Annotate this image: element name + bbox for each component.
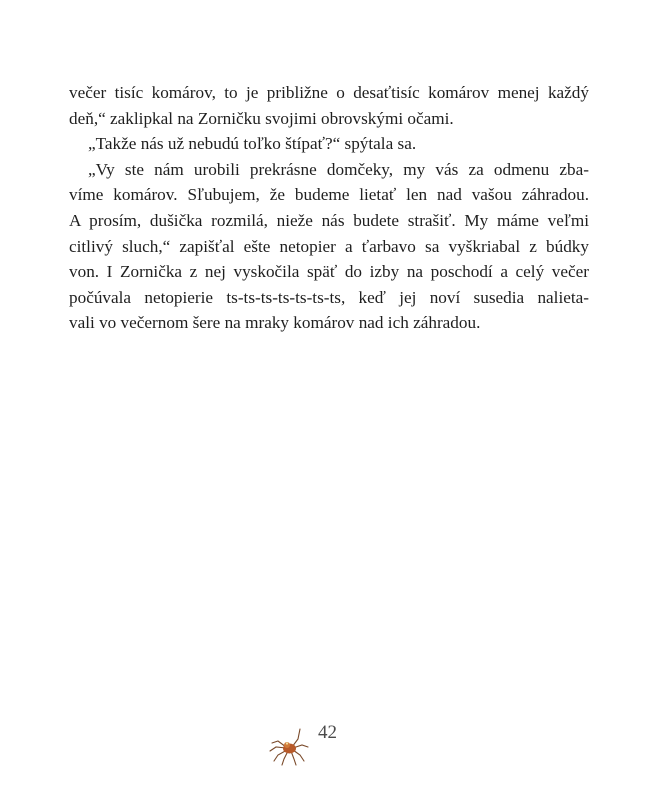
text-line: von. I Zornička z nej vyskočila späť do izby na poschodí a celý večer xyxy=(69,262,589,282)
text-line: počúvala netopierie ts-ts-ts-ts-ts-ts-ts, keď jej noví susedia nalieta- xyxy=(69,287,589,307)
page-number: 42 xyxy=(318,722,337,743)
spider-icon xyxy=(266,723,310,767)
text-line: deň,“ zaklipkal na Zorničku svojimi obrovskými očami. xyxy=(69,108,454,128)
text-line: citlivý sluch,“ zapišťal ešte netopier a ťarbavo sa vyškriabal z búdky xyxy=(69,236,589,256)
text-line: víme komárov. Sľubujem, že budeme lietať len nad vašou záhradou. xyxy=(69,185,589,205)
body-text xyxy=(69,80,589,336)
text-line: večer tisíc komárov, to je približne o desaťtisíc komárov menej každý xyxy=(69,83,589,102)
text-line: „Takže nás už nebudú toľko štípať?“ spýtala sa. xyxy=(88,134,417,154)
text-line: A prosím, dušička rozmilá, nieže nás budete strašiť. My máme veľmi xyxy=(69,210,589,230)
text-line: „Vy ste nám urobili prekrásne domčeky, my vás za odmenu zba- xyxy=(88,159,589,179)
text-line: vali vo večernom šere na mraky komárov nad ich záhradou. xyxy=(69,313,481,333)
